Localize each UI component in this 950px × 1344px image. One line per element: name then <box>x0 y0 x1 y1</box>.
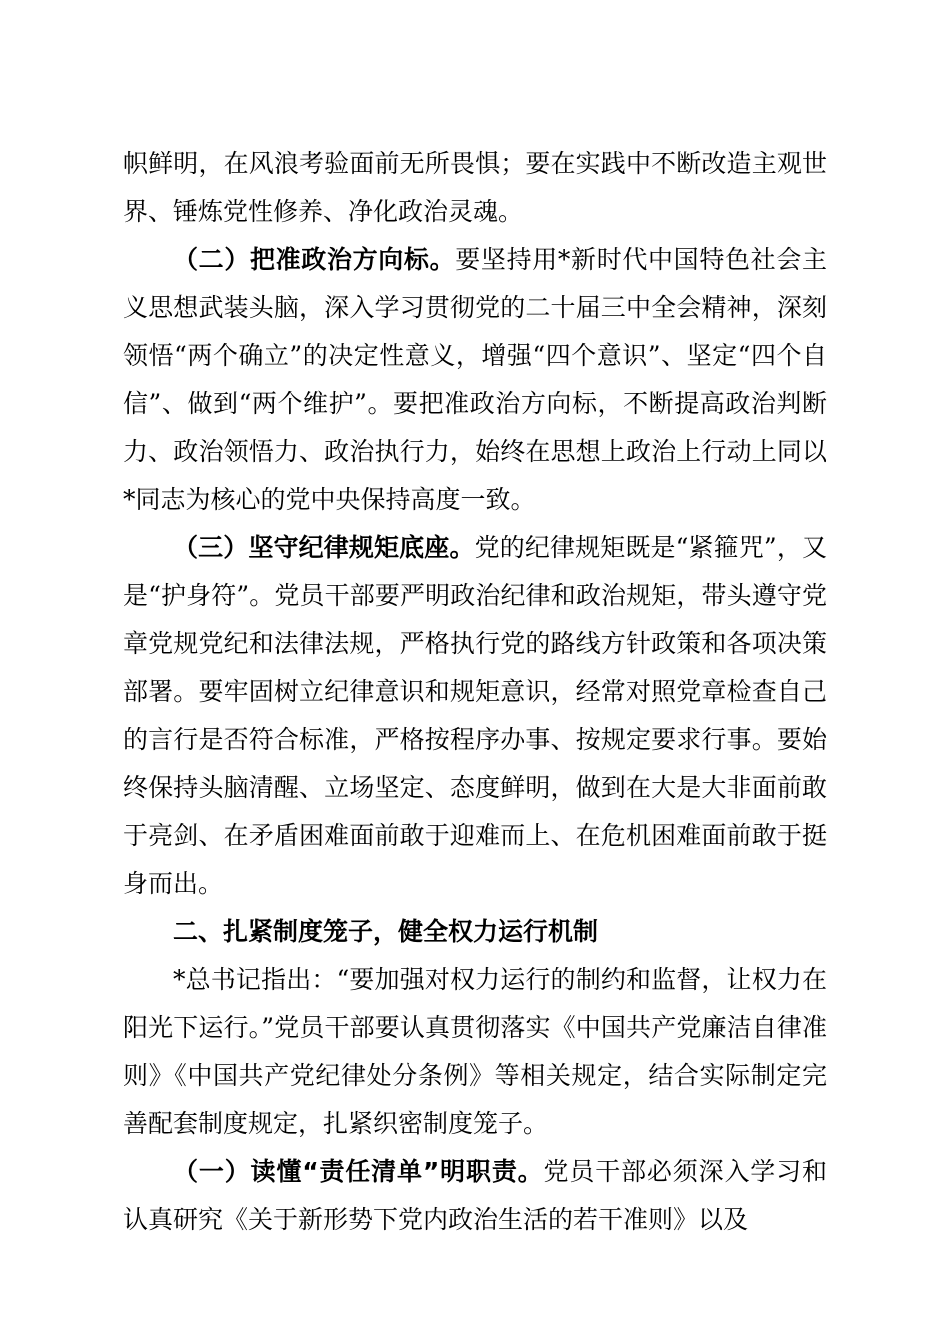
paragraph-text: 党员干部必须深入学习和认真研究《关于新形势下党内政治生活的若干准则》以及 <box>123 1157 827 1234</box>
subheading-responsibility-list: （一）读懂“责任清单”明职责。 <box>173 1157 544 1186</box>
paragraph-quote: *总书记指出：“要加强对权力运行的制约和监督，让权力在阳光下运行。”党员干部要认真贯彻落实《中国共产党廉洁自律准则》《中国共产党纪律处分条例》等相关规定，结合实际制定完善配套制度规定，扎紧织密制度笼子。 <box>123 965 827 1138</box>
section-heading-two: 二、扎紧制度笼子，健全权力运行机制 <box>173 917 599 946</box>
paragraph-political-direction <box>123 236 827 524</box>
subheading-political-direction: （二）把准政治方向标。 <box>173 245 456 274</box>
paragraph-responsibility-list <box>123 1148 827 1244</box>
paragraph-text: 要坚持用*新时代中国特色社会主义思想武装头脑，深入学习贯彻党的二十届三中全会精神，深刻领悟“两个确立”的决定性意义，增强“四个意识”、坚定“四个自信”、做到“两个维护”。要把准政治方向标，不断提高政治判断力、政治领悟力、政治执行力，始终在思想上政治上行动上同以*同志为核心的党中央保持高度一致。 <box>123 245 827 514</box>
paragraph-text: 党的纪律规矩既是“紧箍咒”，又是“护身符”。党员干部要严明政治纪律和政治规矩，带头遵守党章党规党纪和法律法规，严格执行党的路线方针政策和各项决策部署。要牢固树立纪律意识和规矩意识，经常对照党章检查自己的言行是否符合标准，严格按程序办事、按规定要求行事。要始终保持头脑清醒、立场坚定、态度鲜明，做到在大是大非面前敢于亮剑、在矛盾困难面前敢于迎难而上、在危机困难面前敢于挺身而出。 <box>123 533 827 898</box>
paragraph-discipline <box>123 524 827 908</box>
document-body <box>123 140 827 1244</box>
paragraph-continuation: 帜鲜明，在风浪考验面前无所畏惧；要在实践中不断改造主观世界、锤炼党性修养、净化政治灵魂。 <box>123 149 827 226</box>
subheading-discipline: （三）坚守纪律规矩底座。 <box>173 533 475 562</box>
